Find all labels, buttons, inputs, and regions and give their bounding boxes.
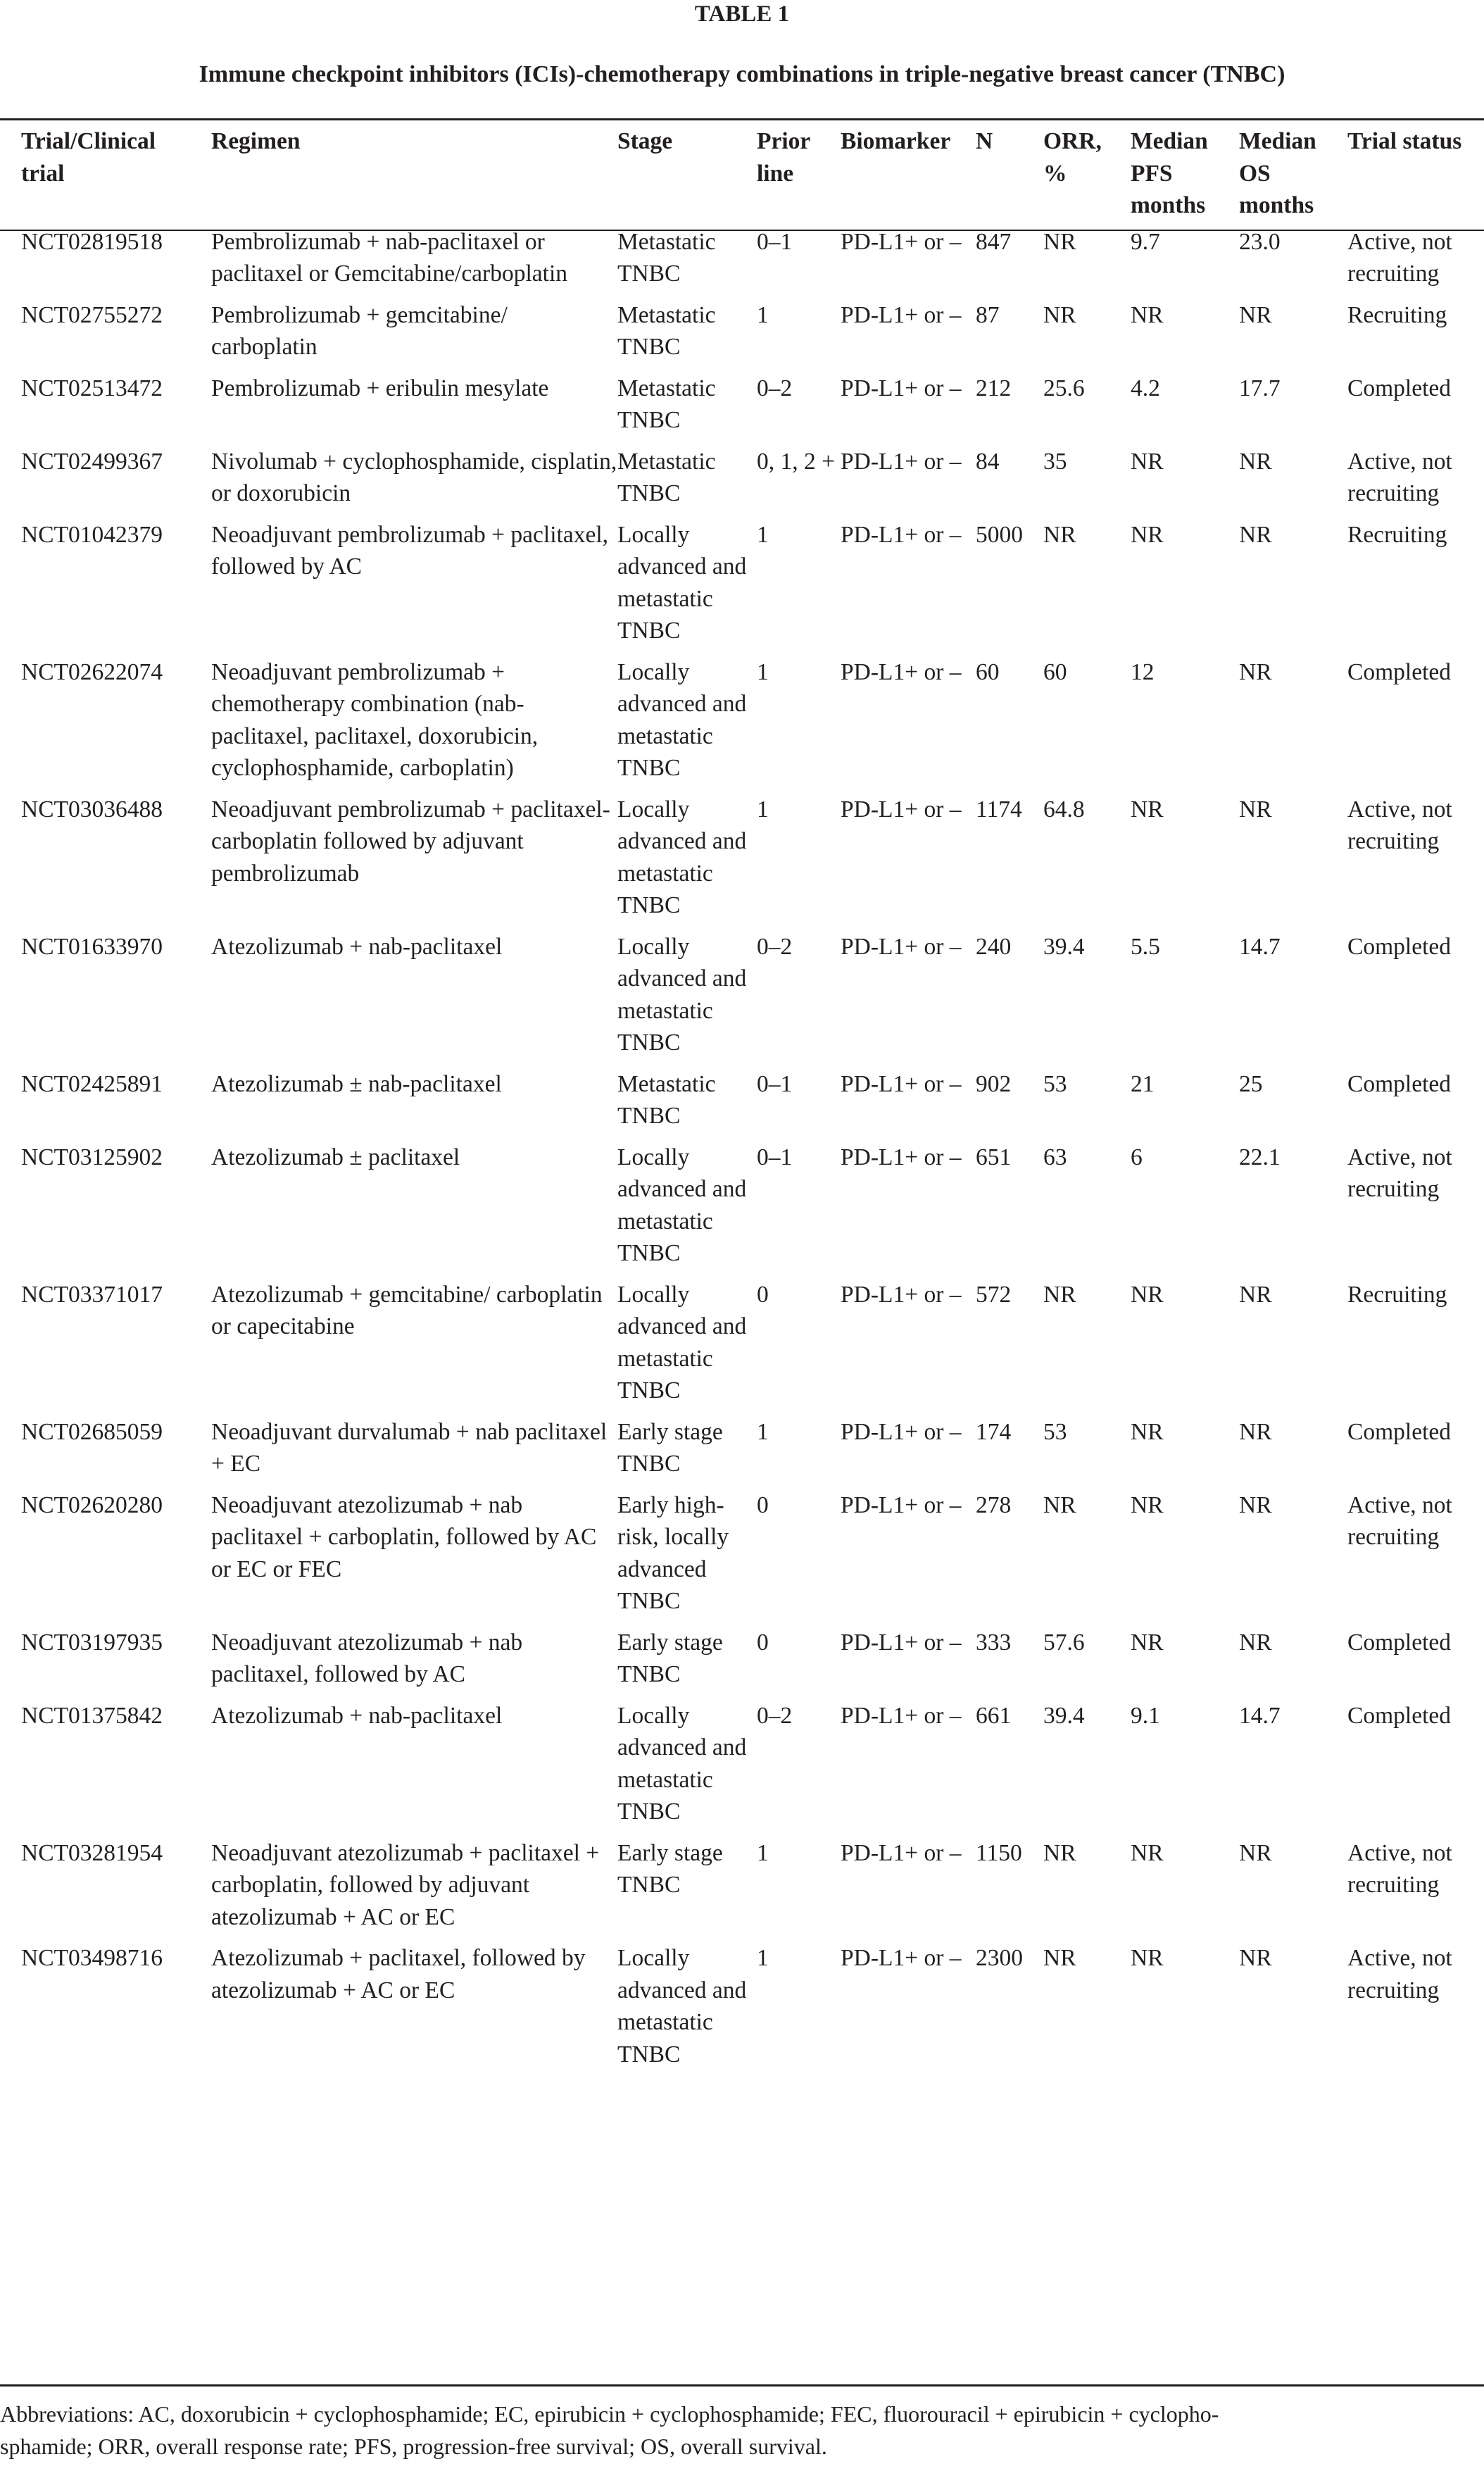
cell-prior-line: 1 — [757, 1418, 769, 1445]
cell-trial: NCT03371017 — [21, 1281, 163, 1308]
cell-trial-status: Completed — [1347, 1070, 1452, 1097]
cell-stage: Locally advanced and metastatic TNBC — [617, 521, 747, 644]
cell-prior-line: 0–2 — [757, 375, 793, 401]
cell-biomarker: PD-L1+ or – — [841, 521, 962, 548]
cell-median-pfs: 4.2 — [1131, 375, 1160, 401]
cell-regimen: Pembrolizumab + gemcitabine/ carboplatin — [211, 301, 508, 360]
cell-stage: Metastatic TNBC — [617, 228, 716, 287]
cell-n: 902 — [976, 1070, 1012, 1097]
cell-stage: Locally advanced and metastatic TNBC — [617, 1945, 747, 2067]
cell-stage: Metastatic TNBC — [617, 375, 716, 433]
column-header-trial: Trial/Clinical trial — [21, 128, 156, 187]
cell-orr: NR — [1043, 228, 1076, 255]
top-rule — [0, 118, 1484, 120]
cell-median-os: NR — [1239, 796, 1272, 822]
cell-trial-status: Completed — [1347, 658, 1452, 685]
cell-median-os: NR — [1239, 301, 1272, 328]
cell-stage: Early stage TNBC — [617, 1418, 723, 1477]
cell-trial-status: Active, not recruiting — [1347, 448, 1452, 506]
cell-biomarker: PD-L1+ or – — [841, 228, 962, 255]
cell-regimen: Nivolumab + cyclophosphamide, cisplatin, or doxorubicin — [211, 448, 617, 506]
cell-median-os: 14.7 — [1239, 933, 1281, 960]
cell-stage: Locally advanced and metastatic TNBC — [617, 658, 747, 781]
cell-trial-status: Active, not recruiting — [1347, 228, 1452, 287]
table-row — [0, 931, 1484, 1068]
cell-prior-line: 1 — [757, 658, 769, 685]
table-row — [0, 1837, 1484, 1943]
table-row — [0, 1279, 1484, 1416]
cell-stage: Metastatic TNBC — [617, 1070, 716, 1129]
cell-median-os: NR — [1239, 448, 1272, 475]
cell-n: 572 — [976, 1281, 1012, 1308]
cell-biomarker: PD-L1+ or – — [841, 1945, 962, 1971]
trials-table — [0, 125, 1484, 2079]
cell-trial: NCT03125902 — [21, 1144, 163, 1170]
cell-n: 1150 — [976, 1839, 1022, 1866]
cell-trial-status: Completed — [1347, 375, 1452, 401]
column-header-stage: Stage — [617, 128, 673, 154]
table-row — [0, 519, 1484, 656]
cell-median-pfs: NR — [1131, 521, 1164, 548]
cell-orr: NR — [1043, 1839, 1076, 1866]
cell-trial-status: Active, not recruiting — [1347, 1491, 1452, 1550]
cell-regimen: Neoadjuvant atezolizumab + nab paclitaxel, followed by AC — [211, 1629, 523, 1687]
cell-orr: 35 — [1043, 448, 1067, 475]
column-header-n: N — [976, 128, 993, 154]
cell-trial-status: Completed — [1347, 933, 1452, 960]
cell-prior-line: 0 — [757, 1281, 769, 1308]
cell-trial: NCT02685059 — [21, 1418, 163, 1445]
cell-prior-line: 1 — [757, 521, 769, 548]
cell-trial: NCT01042379 — [21, 521, 163, 548]
cell-trial: NCT01375842 — [21, 1702, 163, 1729]
cell-median-os: 14.7 — [1239, 1702, 1281, 1729]
cell-regimen: Neoadjuvant atezolizumab + paclitaxel + carboplatin, followed by adjuvant atezolizumab + AC or EC — [211, 1839, 600, 1930]
cell-median-pfs: NR — [1131, 301, 1164, 328]
cell-prior-line: 1 — [757, 1945, 769, 1971]
cell-prior-line: 0–1 — [757, 228, 793, 255]
cell-biomarker: PD-L1+ or – — [841, 375, 962, 401]
cell-n: 84 — [976, 448, 1000, 475]
cell-stage: Locally advanced and metastatic TNBC — [617, 796, 747, 918]
cell-n: 651 — [976, 1144, 1012, 1170]
cell-median-pfs: 21 — [1131, 1070, 1155, 1097]
cell-orr: NR — [1043, 1945, 1076, 1971]
cell-n: 661 — [976, 1702, 1012, 1729]
cell-stage: Early high-risk, locally advanced TNBC — [617, 1491, 729, 1614]
cell-orr: 57.6 — [1043, 1629, 1085, 1656]
cell-biomarker: PD-L1+ or – — [841, 1418, 962, 1445]
cell-biomarker: PD-L1+ or – — [841, 796, 962, 822]
table-row — [0, 656, 1484, 794]
cell-trial-status: Completed — [1347, 1702, 1452, 1729]
cell-median-pfs: NR — [1131, 1839, 1164, 1866]
cell-median-os: NR — [1239, 1281, 1272, 1308]
cell-stage: Locally advanced and metastatic TNBC — [617, 1144, 747, 1266]
cell-prior-line: 1 — [757, 301, 769, 328]
cell-median-pfs: 5.5 — [1131, 933, 1160, 960]
table-row — [0, 1489, 1484, 1627]
cell-median-os: 25 — [1239, 1070, 1263, 1097]
cell-median-os: NR — [1239, 1491, 1272, 1518]
cell-trial: NCT02425891 — [21, 1070, 163, 1097]
cell-trial: NCT03498716 — [21, 1945, 163, 1971]
cell-median-os: 22.1 — [1239, 1144, 1281, 1170]
table-row — [0, 373, 1484, 446]
cell-trial-status: Completed — [1347, 1629, 1452, 1656]
cell-stage: Early stage TNBC — [617, 1629, 723, 1687]
cell-orr: NR — [1043, 301, 1076, 328]
cell-orr: 64.8 — [1043, 796, 1085, 822]
table-row — [0, 299, 1484, 373]
table-row — [0, 794, 1484, 931]
cell-orr: 53 — [1043, 1418, 1067, 1445]
cell-trial: NCT03281954 — [21, 1839, 163, 1866]
cell-biomarker: PD-L1+ or – — [841, 1144, 962, 1170]
cell-prior-line: 0 — [757, 1491, 769, 1518]
cell-trial-status: Recruiting — [1347, 301, 1447, 328]
cell-orr: 39.4 — [1043, 933, 1085, 960]
cell-n: 1174 — [976, 796, 1022, 822]
column-header-regimen: Regimen — [211, 128, 301, 154]
cell-trial-status: Active, not recruiting — [1347, 1945, 1452, 2003]
cell-biomarker: PD-L1+ or – — [841, 933, 962, 960]
footnote-line-2: sphamide; ORR, overall response rate; PFS, progression-free survival; OS, overall survival. — [0, 2434, 827, 2459]
column-header-median-os: Median OS months — [1239, 128, 1316, 218]
cell-regimen: Neoadjuvant pembrolizumab + paclitaxel-carboplatin followed by adjuvant pembrolizumab — [211, 796, 610, 887]
cell-regimen: Pembrolizumab + nab-paclitaxel or paclitaxel or Gemcitabine/carboplatin — [211, 228, 568, 287]
cell-n: 278 — [976, 1491, 1012, 1518]
cell-median-pfs: 9.7 — [1131, 228, 1160, 255]
cell-n: 87 — [976, 301, 1000, 328]
cell-n: 2300 — [976, 1945, 1023, 1971]
cell-regimen: Atezolizumab + nab-paclitaxel — [211, 933, 503, 960]
table-label: TABLE 1 — [694, 1, 790, 27]
cell-median-os: NR — [1239, 521, 1272, 548]
cell-median-os: NR — [1239, 1629, 1272, 1656]
cell-median-os: NR — [1239, 1945, 1272, 1971]
cell-trial-status: Active, not recruiting — [1347, 1839, 1452, 1898]
cell-trial: NCT02819518 — [21, 228, 163, 255]
table-row — [0, 446, 1484, 519]
cell-prior-line: 1 — [757, 796, 769, 822]
table-row — [0, 1942, 1484, 2079]
cell-regimen: Pembrolizumab + eribulin mesylate — [211, 375, 549, 401]
cell-median-pfs: NR — [1131, 1491, 1164, 1518]
cell-trial-status: Active, not recruiting — [1347, 1144, 1452, 1202]
cell-prior-line: 0 — [757, 1629, 769, 1656]
header-row — [0, 125, 1484, 226]
cell-trial-status: Recruiting — [1347, 1281, 1447, 1308]
cell-orr: NR — [1043, 1281, 1076, 1308]
cell-median-pfs: NR — [1131, 1945, 1164, 1971]
cell-prior-line: 0–1 — [757, 1070, 793, 1097]
cell-prior-line: 0–2 — [757, 933, 793, 960]
cell-median-pfs: 12 — [1131, 658, 1155, 685]
cell-median-os: 17.7 — [1239, 375, 1281, 401]
column-header-median-pfs: Median PFS months — [1131, 128, 1208, 218]
cell-regimen: Neoadjuvant pembrolizumab + chemotherapy combination (nab-paclitaxel, paclitaxel, doxorubicin, cyclophosphamide, carboplatin) — [211, 658, 539, 781]
cell-regimen: Neoadjuvant pembrolizumab + paclitaxel, followed by AC — [211, 521, 609, 580]
cell-median-os: NR — [1239, 658, 1272, 685]
cell-trial: NCT02622074 — [21, 658, 163, 685]
footnote-line-1: Abbreviations: AC, doxorubicin + cyclophosphamide; EC, epirubicin + cyclophosphamide; FEC, fluorouracil + epirubicin + cyclopho- — [0, 2401, 1219, 2427]
cell-orr: 39.4 — [1043, 1702, 1085, 1729]
cell-stage: Metastatic TNBC — [617, 448, 716, 506]
cell-orr: 53 — [1043, 1070, 1067, 1097]
cell-orr: 60 — [1043, 658, 1067, 685]
cell-biomarker: PD-L1+ or – — [841, 301, 962, 328]
cell-regimen: Atezolizumab ± paclitaxel — [211, 1144, 460, 1170]
cell-median-pfs: 6 — [1131, 1144, 1143, 1170]
cell-median-os: 23.0 — [1239, 228, 1281, 255]
cell-stage: Early stage TNBC — [617, 1839, 723, 1898]
cell-trial: NCT02620280 — [21, 1491, 163, 1518]
cell-biomarker: PD-L1+ or – — [841, 448, 962, 475]
cell-stage: Locally advanced and metastatic TNBC — [617, 1281, 747, 1403]
table-caption: Immune checkpoint inhibitors (ICIs)-chemotherapy combinations in triple-negative breast cancer (TNBC) — [199, 61, 1285, 87]
cell-stage: Metastatic TNBC — [617, 301, 716, 360]
cell-orr: NR — [1043, 521, 1076, 548]
cell-prior-line: 1 — [757, 1839, 769, 1866]
cell-trial: NCT03036488 — [21, 796, 163, 822]
cell-biomarker: PD-L1+ or – — [841, 1491, 962, 1518]
cell-n: 5000 — [976, 521, 1023, 548]
cell-regimen: Atezolizumab + nab-paclitaxel — [211, 1702, 503, 1729]
cell-median-pfs: NR — [1131, 1418, 1164, 1445]
cell-regimen: Atezolizumab + paclitaxel, followed by atezolizumab + AC or EC — [211, 1945, 586, 2003]
abbreviations-footnote — [0, 2390, 1484, 2471]
cell-n: 212 — [976, 375, 1012, 401]
cell-orr: NR — [1043, 1491, 1076, 1518]
cell-n: 240 — [976, 933, 1012, 960]
column-header-orr: ORR, % — [1043, 128, 1102, 187]
cell-biomarker: PD-L1+ or – — [841, 658, 962, 685]
table-row — [0, 1141, 1484, 1279]
table-row — [0, 1416, 1484, 1489]
cell-n: 174 — [976, 1418, 1012, 1445]
cell-biomarker: PD-L1+ or – — [841, 1839, 962, 1866]
cell-trial-status: Recruiting — [1347, 521, 1447, 548]
cell-prior-line: 0–1 — [757, 1144, 793, 1170]
cell-median-os: NR — [1239, 1418, 1272, 1445]
cell-median-pfs: NR — [1131, 1629, 1164, 1656]
cell-regimen: Atezolizumab + gemcitabine/ carboplatin or capecitabine — [211, 1281, 603, 1339]
cell-orr: 63 — [1043, 1144, 1067, 1170]
cell-n: 847 — [976, 228, 1012, 255]
cell-biomarker: PD-L1+ or – — [841, 1281, 962, 1308]
cell-trial-status: Active, not recruiting — [1347, 796, 1452, 854]
cell-prior-line: 0–2 — [757, 1702, 793, 1729]
cell-trial: NCT01633970 — [21, 933, 163, 960]
column-header-trial-status: Trial status — [1347, 128, 1462, 154]
bottom-rule — [0, 2384, 1484, 2386]
cell-trial: NCT02499367 — [21, 448, 163, 475]
table-row — [0, 1627, 1484, 1700]
cell-median-pfs: NR — [1131, 796, 1164, 822]
table-row — [0, 1068, 1484, 1141]
table-row — [0, 1700, 1484, 1837]
cell-orr: 25.6 — [1043, 375, 1085, 401]
cell-regimen: Neoadjuvant durvalumab + nab paclitaxel + EC — [211, 1418, 608, 1477]
cell-trial-status: Completed — [1347, 1418, 1452, 1445]
cell-trial: NCT02513472 — [21, 375, 163, 401]
cell-regimen: Atezolizumab ± nab-paclitaxel — [211, 1070, 502, 1097]
cell-stage: Locally advanced and metastatic TNBC — [617, 1702, 747, 1825]
cell-prior-line: 0, 1, 2 + — [757, 448, 836, 475]
column-header-prior-line: Prior line — [757, 128, 810, 187]
column-header-biomarker: Biomarker — [841, 128, 951, 154]
cell-trial: NCT02755272 — [21, 301, 163, 328]
cell-median-pfs: NR — [1131, 1281, 1164, 1308]
table-body — [0, 226, 1484, 2080]
cell-n: 60 — [976, 658, 1000, 685]
cell-biomarker: PD-L1+ or – — [841, 1702, 962, 1729]
cell-stage: Locally advanced and metastatic TNBC — [617, 933, 747, 1056]
cell-regimen: Neoadjuvant atezolizumab + nab paclitaxel + carboplatin, followed by AC or EC or FEC — [211, 1491, 597, 1582]
cell-median-pfs: 9.1 — [1131, 1702, 1160, 1729]
cell-biomarker: PD-L1+ or – — [841, 1070, 962, 1097]
cell-trial: NCT03197935 — [21, 1629, 163, 1656]
table-row — [0, 226, 1484, 299]
cell-median-os: NR — [1239, 1839, 1272, 1866]
cell-median-pfs: NR — [1131, 448, 1164, 475]
cell-biomarker: PD-L1+ or – — [841, 1629, 962, 1656]
cell-n: 333 — [976, 1629, 1012, 1656]
